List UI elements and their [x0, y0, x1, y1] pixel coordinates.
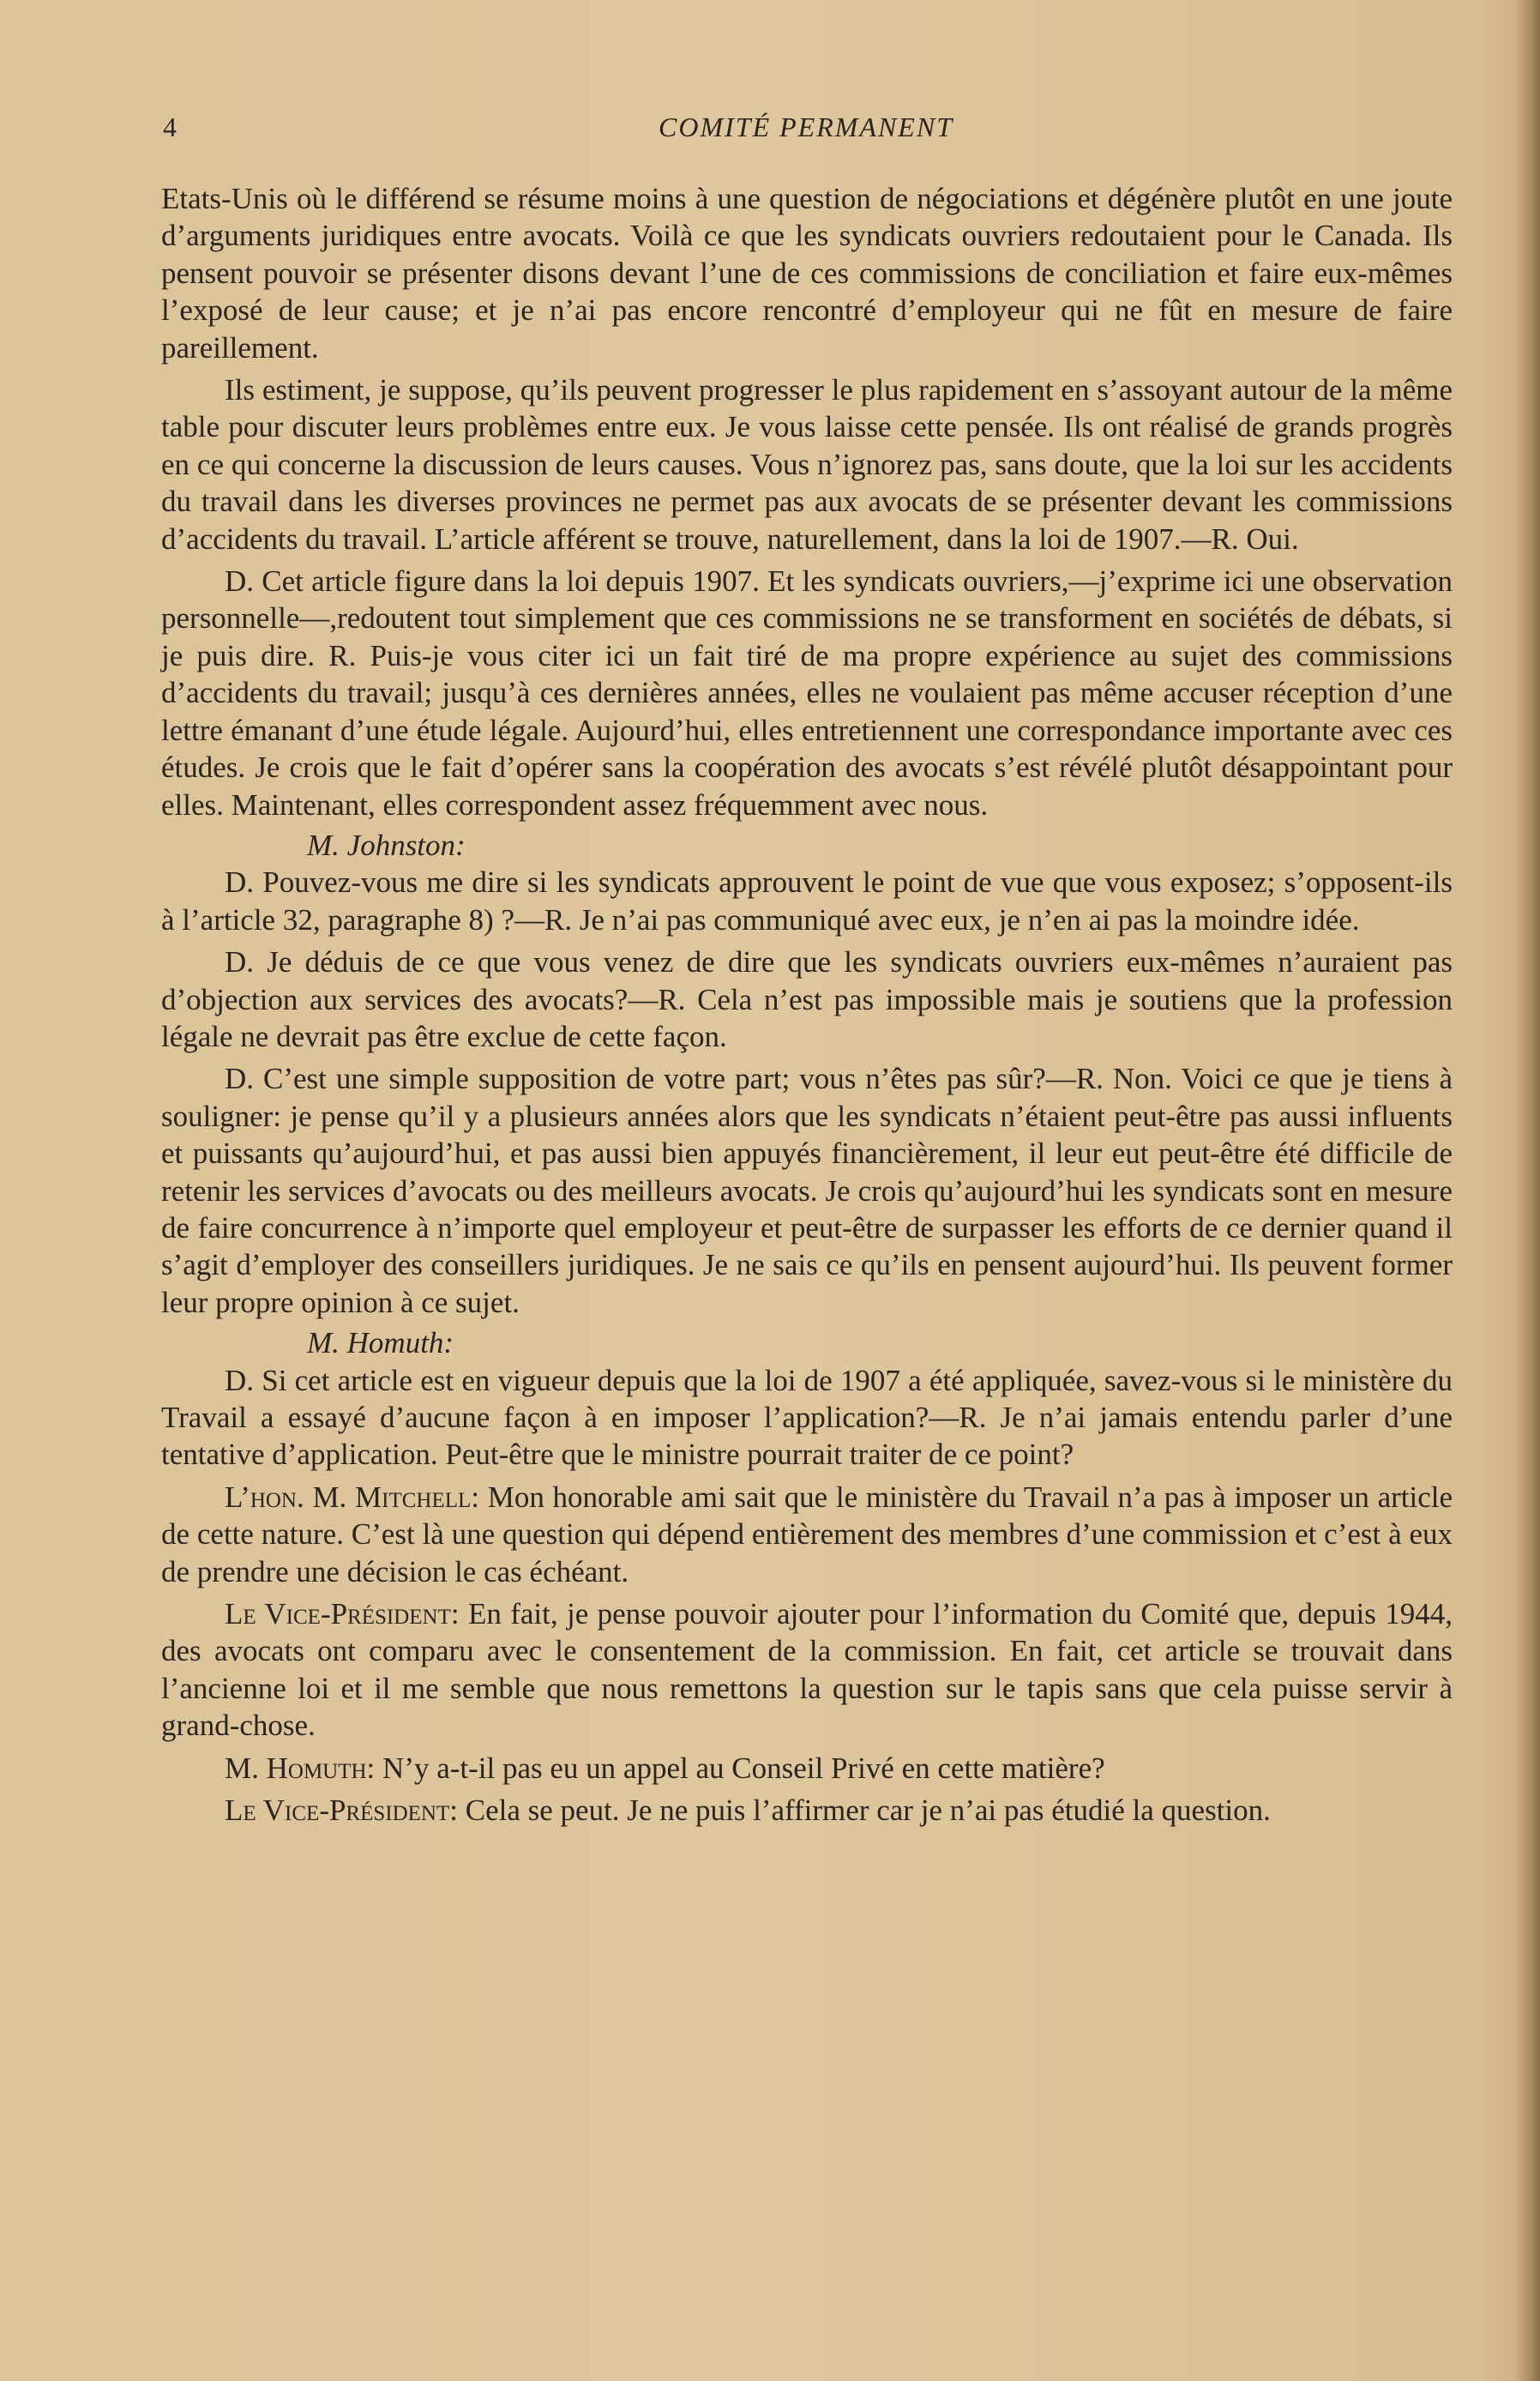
page-number: 4 [163, 112, 177, 142]
paragraph: D. Cet article figure dans la loi depuis 1907. Et les syndicats ouvriers,—j’exprime ici une observation personnelle—,redoutent tout simplement que ces commissions ne se transforment en sociétés de débats, si je puis dire. R. Puis-je vous citer ici un fait tiré de ma propre expérience au sujet des commissions d’accidents du travail; jusqu’à ces dernières années, elles ne voulaient pas même accuser réception d’une lettre émanant d’une étude légale. Aujourd’hui, elles entretiennent une correspondance importante avec ces études. Je crois que le fait d’opérer sans la coopération des avocats s’est révélé plutôt désappointant pour elles. Maintenant, elles correspondent assez fréquemment avec nous. [161, 564, 1453, 822]
paragraph-text: En fait, je pense pouvoir ajouter pour l’information du Comité que, depuis 1944, des avocats ont comparu avec le consentement de la commission. En fait, cet article se trouvait dans l’ancienne loi et il me semble que nous remettons la question sur le tapis sans que cela puisse servir à grand-chose. [161, 1597, 1453, 1743]
page-header [163, 112, 1449, 149]
paragraph-text: N’y a-t-il pas eu un appel au Conseil Privé en cette matière? [375, 1751, 1105, 1785]
speaker-name: M. Homuth: [225, 1751, 376, 1785]
paragraph-text: Mon honorable ami sait que le ministère du Travail n’a pas à imposer un article de cette nature. C’est là une question qui dépend entièrement des membres d’une commission et c’est à eux de prendre une décision le cas échéant. [161, 1480, 1453, 1588]
paragraph: D. Si cet article est en vigueur depuis que la loi de 1907 a été appliquée, savez-vous si le ministère du Travail a essayé d’aucune façon à en imposer l’application?—R. Je n’ai jamais entendu parler d’une tentative d’application. Peut-être que le ministre pourrait traiter de ce point? [161, 1363, 1453, 1472]
body-text [161, 180, 1453, 1829]
speaker-heading: M. Johnston: [307, 828, 466, 862]
paragraph-text: Cela se peut. Je ne puis l’affirmer car je n’ai pas étudié la question. [458, 1793, 1271, 1828]
paragraph: Etats-Unis où le différend se résume moins à une question de négociations et dégénère plutôt en une joute d’arguments juridiques entre avocats. Voilà ce que les syndicats ouvriers redoutaient pour le Canada. Ils pensent pouvoir se présenter disons devant l’une de ces commissions de conciliation et faire eux-mêmes l’exposé de leur cause; et je n’ai pas encore rencontré d’employeur qui ne fût en mesure de faire pareillement. [161, 182, 1453, 365]
speaker-name: Le Vice-Président: [225, 1597, 460, 1631]
paragraph: D. Pouvez-vous me dire si les syndicats approuvent le point de vue que vous exposez; s’opposent-ils à l’article 32, paragraphe 8) ?—R. Je n’ai pas communiqué avec eux, je n’en ai pas la moindre idée. [161, 865, 1453, 937]
page-edge-shadow [1514, 0, 1540, 2381]
speaker-name: L’hon. M. Mitchell: [225, 1480, 479, 1514]
paragraph [161, 1479, 1453, 1590]
paragraph: D. Je déduis de ce que vous venez de dire que les syndicats ouvriers eux-mêmes n’auraient pas d’objection aux services des avocats?—R. Cela n’est pas impossible mais je soutiens que la profession légale ne devrait pas être exclue de cette façon. [161, 945, 1453, 1053]
speaker-heading: M. Homuth: [307, 1326, 454, 1360]
paragraph: Ils estiment, je suppose, qu’ils peuvent progresser le plus rapidement en s’assoyant autour de la même table pour discuter leurs problèmes entre eux. Je vous laisse cette pensée. Ils ont réalisé de grands progrès en ce qui concerne la discussion de leurs causes. Vous n’ignorez pas, sans doute, que la loi sur les accidents du travail dans les diverses provinces ne permet pas aux avocats de se présenter devant les commissions d’accidents du travail. L’article afférent se trouve, naturellement, dans la loi de 1907.—R. Oui. [161, 373, 1453, 556]
paragraph: D. C’est une simple supposition de votre part; vous n’êtes pas sûr?—R. Non. Voici ce que je tiens à souligner: je pense qu’il y a plusieurs années alors que les syndicats n’étaient peut-être pas aussi influents et puissants qu’aujourd’hui, et pas aussi bien appuyés financièrement, il leur eut peut-être été difficile de retenir les services d’avocats ou des meilleurs avocats. Je crois qu’aujourd’hui les syndicats sont en mesure de faire concurrence à n’importe quel employeur et peut-être de surpasser les efforts de ce dernier quand il s’agit d’employer des conseillers juridiques. Je ne sais ce qu’ils en pensent aujourd’hui. Ils peuvent former leur propre opinion à ce sujet. [161, 1062, 1453, 1319]
paragraph [161, 1595, 1453, 1745]
paragraph [161, 1750, 1453, 1787]
paragraph [161, 1792, 1453, 1829]
speaker-name: Le Vice-Président: [225, 1793, 458, 1828]
running-title: COMITÉ PERMANENT [659, 112, 953, 142]
